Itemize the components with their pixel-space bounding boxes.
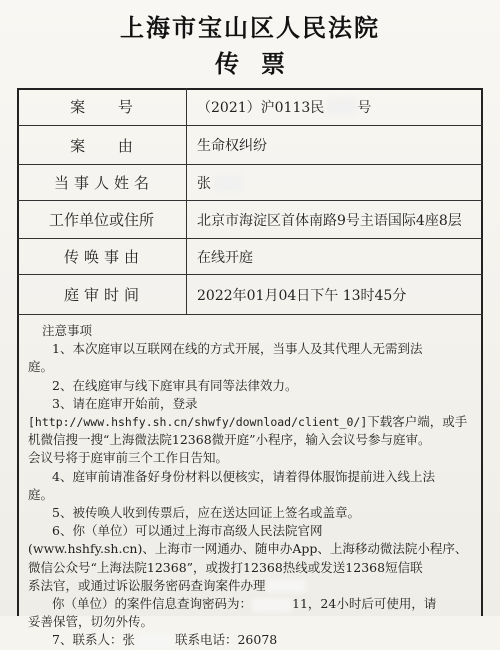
party-name-text: 张 xyxy=(197,175,211,192)
note-1-cont: 庭。 xyxy=(28,359,54,375)
value-party-name xyxy=(197,165,477,200)
redaction-mark xyxy=(266,579,306,593)
note-3-cont2: 机微信搜一搜“上海微法院12368微开庭”小程序，输入会议号参与庭审。 xyxy=(28,432,431,448)
label-case-cause: 案 由 xyxy=(17,126,187,164)
notes-section xyxy=(28,322,474,650)
label-party-name: 当事人姓名 xyxy=(17,165,187,200)
row-summons-reason xyxy=(17,239,483,275)
label-case-number: 案 号 xyxy=(17,88,187,125)
label-hearing-time: 庭审时间 xyxy=(17,275,187,314)
note-6-cont2: 微信公众号“上海法院12368”，或拨打12368热线或发送12368短信联 xyxy=(28,559,423,575)
note-6-cont3: 系法官，或通过诉讼服务密码查询案件办理 xyxy=(28,577,474,595)
note-5: 5、被传唤人收到传票后，应在送达回证上签名或盖章。 xyxy=(52,505,360,521)
redaction-mark xyxy=(327,99,357,115)
row-hearing-time xyxy=(17,275,483,315)
row-address xyxy=(17,201,483,239)
note-1: 1、本次庭审以互联网在线的方式开展，当事人及其代理人无需到法 xyxy=(52,341,423,357)
note-7 xyxy=(28,631,474,649)
contact-person: 7、联系人：张 xyxy=(52,632,135,648)
note-2: 2、在线庭审与线下庭审具有同等法律效力。 xyxy=(52,377,298,393)
value-address: 北京市海淀区首体南路9号主语国际4座8层 xyxy=(197,212,462,229)
row-party-name xyxy=(17,165,483,201)
download-url: [http://www.hshfy.sh.cn/shwfy/download/client_0/] xyxy=(28,415,368,430)
case-number-suffix: 号 xyxy=(357,99,372,116)
value-case-number xyxy=(197,88,477,125)
case-number-text: （2021）沪0113民 xyxy=(197,99,325,116)
note-3-cont3: 会议号将于庭审前三个工作日告知。 xyxy=(28,450,229,466)
note-3: 3、请在庭审开始前，登录 xyxy=(52,395,198,411)
note-4: 4、庭审前请准备好身份材料以便核实，请着得体服饰提前进入线上法 xyxy=(52,468,435,484)
court-name: 上海市宝山区人民法院 xyxy=(120,13,380,42)
redaction-mark xyxy=(135,634,175,648)
redaction-mark xyxy=(214,175,244,191)
value-hearing-time: 2022年01月04日下午 13时45分 xyxy=(197,287,407,304)
row-case-number xyxy=(17,88,483,126)
value-case-cause: 生命权纠纷 xyxy=(197,138,267,154)
label-address: 工作单位或住所 xyxy=(17,201,187,238)
note-3-url-tail: 下载客户端，或手 xyxy=(367,414,468,430)
note-6: 6、你（单位）可以通过上海市高级人民法院官网 xyxy=(52,523,323,539)
value-summons-reason: 在线开庭 xyxy=(197,249,253,266)
note-4-cont: 庭。 xyxy=(28,486,54,502)
redaction-mark xyxy=(252,598,292,612)
note-3-cont xyxy=(28,413,474,431)
label-summons-reason: 传唤事由 xyxy=(17,239,187,274)
note-password-cont: 妥善保管，切勿外传。 xyxy=(28,614,154,630)
document-title: 传票 xyxy=(215,49,307,78)
note-6-cont: (www.hshfy.sh.cn)、上海市一网通办、随申办App、上海移动微法院小程序、 xyxy=(28,541,468,557)
contact-phone: 联系电话：26078 xyxy=(174,632,278,648)
row-case-cause xyxy=(17,126,483,165)
notes-heading: 注意事项 xyxy=(42,323,93,338)
note-password: 你（单位）的案件信息查询密码为： 11，24小时后可使用，请 xyxy=(52,596,437,612)
